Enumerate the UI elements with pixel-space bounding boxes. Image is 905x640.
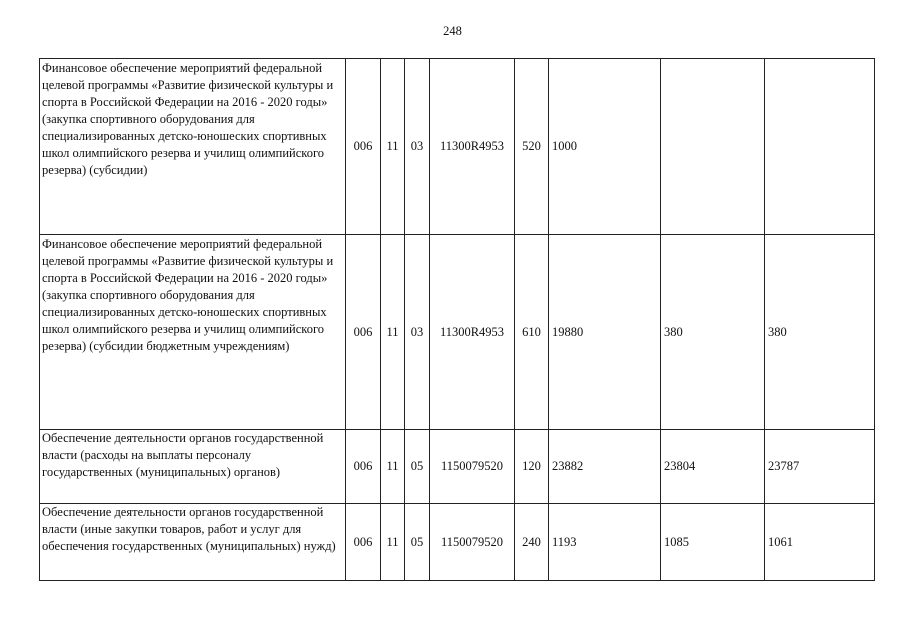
amount-year-3: 23787: [765, 430, 875, 504]
budget-table: [39, 58, 875, 581]
section-code: 11: [381, 430, 405, 504]
amount-year-1: 19880: [549, 235, 661, 430]
amount-year-1: 1193: [549, 504, 661, 581]
section-code: 11: [381, 235, 405, 430]
section-code: 11: [381, 59, 405, 235]
subsection-code: 05: [405, 430, 430, 504]
row-description: Финансовое обеспечение мероприятий федеральной целевой программы «Развитие физической культуры и спорта в Российской Федерации на 2016 - 2020 годы» (закупка спортивного оборудования для специализированных детско-юношеских спортивных школ олимпийского резерва и училищ олимпийского резерва) (субсидии): [40, 59, 346, 235]
section-code: 11: [381, 504, 405, 581]
expense-type-code: 610: [515, 235, 549, 430]
row-description: Обеспечение деятельности органов государственной власти (расходы на выплаты персоналу государственных (муниципальных) органов): [40, 430, 346, 504]
table-row: [40, 504, 875, 581]
target-article-code: 1150079520: [430, 504, 515, 581]
target-article-code: 1150079520: [430, 430, 515, 504]
expense-type-code: 120: [515, 430, 549, 504]
target-article-code: 11300R4953: [430, 59, 515, 235]
ministry-code: 006: [346, 504, 381, 581]
amount-year-2: [661, 59, 765, 235]
ministry-code: 006: [346, 430, 381, 504]
amount-year-3: 1061: [765, 504, 875, 581]
subsection-code: 03: [405, 59, 430, 235]
amount-year-1: 23882: [549, 430, 661, 504]
table-row: [40, 235, 875, 430]
amount-year-3: [765, 59, 875, 235]
ministry-code: 006: [346, 59, 381, 235]
expense-type-code: 520: [515, 59, 549, 235]
amount-year-2: 1085: [661, 504, 765, 581]
subsection-code: 03: [405, 235, 430, 430]
table-row: [40, 430, 875, 504]
amount-year-1: 1000: [549, 59, 661, 235]
table-row: [40, 59, 875, 235]
row-description: Обеспечение деятельности органов государственной власти (иные закупки товаров, работ и услуг для обеспечения государственных (муниципальных) нужд): [40, 504, 346, 581]
amount-year-2: 23804: [661, 430, 765, 504]
target-article-code: 11300R4953: [430, 235, 515, 430]
subsection-code: 05: [405, 504, 430, 581]
page-number: 248: [443, 24, 462, 38]
ministry-code: 006: [346, 235, 381, 430]
expense-type-code: 240: [515, 504, 549, 581]
amount-year-2: 380: [661, 235, 765, 430]
amount-year-3: 380: [765, 235, 875, 430]
row-description: Финансовое обеспечение мероприятий федеральной целевой программы «Развитие физической культуры и спорта в Российской Федерации на 2016 - 2020 годы» (закупка спортивного оборудования для специализированных детско-юношеских спортивных школ олимпийского резерва и училищ олимпийского резерва) (субсидии бюджетным учреждениям): [40, 235, 346, 430]
